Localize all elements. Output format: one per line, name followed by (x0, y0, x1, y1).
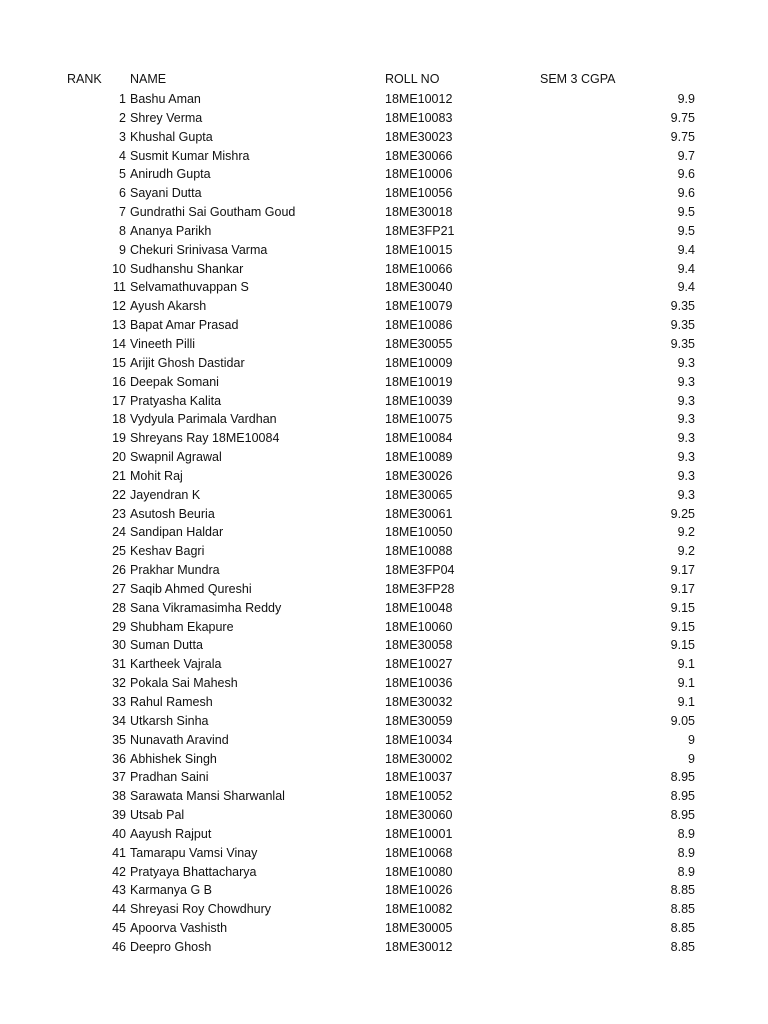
roll-no-cell: 18ME30005 (385, 921, 453, 936)
cgpa-cell: 9.2 (677, 544, 695, 559)
name-cell: Shreyasi Roy Chowdhury (130, 902, 272, 917)
cgpa-cell: 9.3 (677, 450, 695, 465)
table-row (0, 410, 768, 429)
roll-no-cell: 18ME30061 (385, 506, 453, 521)
cgpa-cell: 9.15 (670, 638, 695, 653)
cgpa-cell: 9.4 (677, 242, 695, 257)
roll-no-cell: 18ME30059 (385, 713, 453, 728)
roll-no-cell: 18ME10034 (385, 732, 453, 747)
table-row (0, 109, 768, 128)
name-cell: Aayush Rajput (130, 826, 212, 841)
name-cell: Vydyula Parimala Vardhan (130, 412, 277, 427)
cgpa-cell: 9.1 (677, 657, 695, 672)
roll-no-cell: 18ME10079 (385, 299, 453, 314)
rank-cell: 9 (119, 242, 126, 257)
table-row (0, 505, 768, 524)
rank-cell: 21 (112, 468, 126, 483)
roll-no-cell: 18ME10036 (385, 676, 453, 691)
name-cell: Prakhar Mundra (130, 563, 220, 578)
roll-no-cell: 18ME3FP21 (385, 223, 455, 238)
cgpa-cell: 9.7 (677, 148, 695, 163)
roll-no-cell: 18ME30066 (385, 148, 453, 163)
table-row (0, 919, 768, 938)
cgpa-cell: 9 (688, 732, 695, 747)
table-row (0, 580, 768, 599)
table-row (0, 618, 768, 637)
table-row (0, 844, 768, 863)
name-cell: Shrey Verma (130, 110, 203, 125)
name-cell: Pratyaya Bhattacharya (130, 864, 257, 879)
rank-cell: 36 (112, 751, 126, 766)
table-row (0, 90, 768, 109)
cgpa-cell: 8.85 (670, 902, 695, 917)
table-row (0, 938, 768, 957)
rank-cell: 1 (119, 92, 126, 106)
roll-no-cell: 18ME10048 (385, 600, 453, 615)
roll-no-cell: 18ME10039 (385, 393, 453, 408)
name-cell: Pratyasha Kalita (130, 393, 222, 408)
name-cell: Pokala Sai Mahesh (130, 676, 238, 691)
rank-cell: 45 (112, 921, 126, 936)
name-cell: Swapnil Agrawal (130, 450, 222, 465)
cgpa-cell: 9.3 (677, 412, 695, 427)
rank-cell: 35 (112, 732, 126, 747)
rank-cell: 30 (112, 638, 126, 653)
cgpa-cell: 8.9 (677, 845, 695, 860)
cgpa-cell: 8.85 (670, 883, 695, 898)
table-row (0, 278, 768, 297)
table-row (0, 203, 768, 222)
cgpa-cell: 9.6 (677, 167, 695, 182)
rank-cell: 7 (119, 205, 126, 220)
cgpa-cell: 9.9 (677, 92, 695, 106)
rank-cell: 25 (112, 544, 126, 559)
roll-no-cell: 18ME10082 (385, 902, 453, 917)
name-cell: Ayush Akarsh (130, 299, 207, 314)
rank-cell: 23 (112, 506, 126, 521)
rank-cell: 38 (112, 789, 126, 804)
rank-cell: 26 (112, 563, 126, 578)
roll-no-cell: 18ME10060 (385, 619, 453, 634)
name-cell: Abhishek Singh (130, 751, 217, 766)
cgpa-cell: 9.5 (677, 205, 695, 220)
cgpa-cell: 9.35 (670, 299, 695, 314)
rank-cell: 8 (119, 223, 126, 238)
name-cell: Shubham Ekapure (130, 619, 234, 634)
table-row (0, 636, 768, 655)
roll-no-cell: 18ME10056 (385, 186, 453, 201)
name-cell: Sana Vikramasimha Reddy (130, 600, 282, 615)
name-cell: Shreyans Ray 18ME10084 (130, 431, 280, 446)
rank-cell: 4 (119, 148, 126, 163)
table-row (0, 241, 768, 260)
rank-cell: 20 (112, 450, 126, 465)
rank-cell: 18 (112, 412, 126, 427)
name-cell: Tamarapu Vamsi Vinay (130, 845, 258, 860)
table-row (0, 128, 768, 147)
table-row (0, 599, 768, 618)
rank-cell: 44 (112, 902, 126, 917)
name-cell: Vineeth Pilli (130, 336, 196, 351)
name-cell: Nunavath Aravind (130, 732, 229, 747)
rank-cell: 22 (112, 487, 126, 502)
rank-cell: 37 (112, 770, 126, 785)
table-row (0, 731, 768, 750)
roll-no-cell: 18ME10037 (385, 770, 453, 785)
name-cell: Sandipan Haldar (130, 525, 224, 540)
rank-table-body (0, 90, 768, 957)
cgpa-cell: 9.6 (677, 186, 695, 201)
name-cell: Sarawata Mansi Sharwanlal (130, 789, 285, 804)
table-row (0, 561, 768, 580)
name-cell: Gundrathi Sai Goutham Goud (130, 205, 296, 220)
name-cell: Mohit Raj (130, 468, 183, 483)
table-row (0, 787, 768, 806)
table-row (0, 222, 768, 241)
cgpa-cell: 8.85 (670, 921, 695, 936)
roll-no-cell: 18ME10026 (385, 883, 453, 898)
cgpa-cell: 9.3 (677, 487, 695, 502)
table-row (0, 674, 768, 693)
table-row (0, 542, 768, 561)
name-cell: Keshav Bagri (130, 544, 205, 559)
roll-no-cell: 18ME30058 (385, 638, 453, 653)
header-roll-no: ROLL NO (385, 72, 440, 86)
cgpa-cell: 9.1 (677, 695, 695, 709)
name-cell: Apoorva Vashisth (130, 921, 228, 936)
rank-cell: 28 (112, 600, 126, 615)
name-cell: Ananya Parikh (130, 223, 212, 238)
rank-cell: 32 (112, 676, 126, 691)
roll-no-cell: 18ME10080 (385, 864, 453, 879)
cgpa-cell: 8.9 (677, 826, 695, 841)
table-row (0, 316, 768, 335)
table-row (0, 806, 768, 825)
cgpa-cell: 9.15 (670, 600, 695, 615)
cgpa-cell: 9.2 (677, 525, 695, 540)
rank-cell: 12 (112, 299, 126, 314)
name-cell: Chekuri Srinivasa Varma (130, 242, 268, 257)
name-cell: Khushal Gupta (130, 129, 213, 144)
cgpa-cell: 9.3 (677, 393, 695, 408)
header-sem3-cgpa: SEM 3 CGPA (540, 72, 616, 86)
roll-no-cell: 18ME10089 (385, 450, 453, 465)
cgpa-cell: 9.4 (677, 280, 695, 295)
roll-no-cell: 18ME3FP04 (385, 563, 455, 578)
name-cell: Sudhanshu Shankar (130, 261, 244, 276)
table-row (0, 335, 768, 354)
roll-no-cell: 18ME10006 (385, 167, 453, 182)
rank-cell: 6 (119, 186, 126, 201)
name-cell: Jayendran K (130, 487, 201, 502)
roll-no-cell: 18ME10052 (385, 789, 453, 804)
roll-no-cell: 18ME10075 (385, 412, 453, 427)
cgpa-cell: 9.4 (677, 261, 695, 276)
rank-cell: 43 (112, 883, 126, 898)
cgpa-cell: 9.75 (670, 129, 695, 144)
rank-cell: 10 (112, 261, 126, 276)
roll-no-cell: 18ME10066 (385, 261, 453, 276)
rank-cell: 29 (112, 619, 126, 634)
rank-cell: 31 (112, 657, 126, 672)
table-row (0, 260, 768, 279)
table-row (0, 523, 768, 542)
header-rank: RANK (67, 72, 102, 86)
rank-cell: 46 (112, 939, 126, 954)
roll-no-cell: 18ME30012 (385, 939, 453, 954)
cgpa-cell: 9.5 (677, 223, 695, 238)
roll-no-cell: 18ME10083 (385, 110, 453, 125)
roll-no-cell: 18ME10015 (385, 242, 453, 257)
roll-no-cell: 18ME30023 (385, 129, 453, 144)
roll-no-cell: 18ME30055 (385, 336, 453, 351)
name-cell: Susmit Kumar Mishra (130, 148, 250, 163)
name-cell: Sayani Dutta (130, 186, 202, 201)
roll-no-cell: 18ME10009 (385, 355, 453, 370)
name-cell: Pradhan Saini (130, 770, 209, 785)
rank-cell: 24 (112, 525, 126, 540)
table-row (0, 147, 768, 166)
name-cell: Utsab Pal (130, 808, 185, 823)
table-row (0, 750, 768, 769)
rank-cell: 14 (112, 336, 126, 351)
table-row (0, 467, 768, 486)
cgpa-cell: 9.3 (677, 374, 695, 389)
cgpa-cell: 9.3 (677, 431, 695, 446)
roll-no-cell: 18ME10086 (385, 318, 453, 333)
roll-no-cell: 18ME30018 (385, 205, 453, 220)
cgpa-cell: 8.95 (670, 770, 695, 785)
cgpa-cell: 9.05 (670, 713, 695, 728)
roll-no-cell: 18ME10050 (385, 525, 453, 540)
name-cell: Kartheek Vajrala (130, 657, 222, 672)
header-name: NAME (130, 72, 167, 86)
table-row (0, 448, 768, 467)
name-cell: Suman Dutta (130, 638, 203, 653)
cgpa-cell: 8.9 (677, 864, 695, 879)
rank-cell: 2 (119, 110, 126, 125)
cgpa-cell: 8.85 (670, 939, 695, 954)
name-cell: Arijit Ghosh Dastidar (130, 355, 245, 370)
cgpa-cell: 9.25 (670, 506, 695, 521)
roll-no-cell: 18ME10068 (385, 845, 453, 860)
table-row (0, 693, 768, 712)
table-row (0, 900, 768, 919)
table-row (0, 768, 768, 787)
roll-no-cell: 18ME3FP28 (385, 581, 455, 596)
cgpa-cell: 9.75 (670, 110, 695, 125)
roll-no-cell: 18ME10088 (385, 544, 453, 559)
cgpa-cell: 8.95 (670, 808, 695, 823)
cgpa-cell: 9 (688, 751, 695, 766)
rank-cell: 13 (112, 318, 126, 333)
name-cell: Asutosh Beuria (130, 506, 215, 521)
name-cell: Selvamathuvappan S (130, 280, 249, 295)
rank-cell: 27 (112, 581, 126, 596)
roll-no-cell: 18ME10019 (385, 374, 453, 389)
cgpa-cell: 9.35 (670, 318, 695, 333)
table-row (0, 486, 768, 505)
name-cell: Bapat Amar Prasad (130, 318, 239, 333)
rank-cell: 16 (112, 374, 126, 389)
rank-cell: 39 (112, 808, 126, 823)
name-cell: Deepro Ghosh (130, 939, 212, 954)
table-row (0, 881, 768, 900)
roll-no-cell: 18ME30026 (385, 468, 453, 483)
roll-no-cell: 18ME30060 (385, 808, 453, 823)
table-row (0, 863, 768, 882)
cgpa-cell: 9.15 (670, 619, 695, 634)
table-row (0, 825, 768, 844)
cgpa-cell: 9.3 (677, 468, 695, 483)
rank-cell: 41 (112, 845, 126, 860)
table-row (0, 655, 768, 674)
table-row (0, 297, 768, 316)
rank-cell: 40 (112, 826, 126, 841)
cgpa-cell: 9.17 (670, 581, 695, 596)
rank-cell: 42 (112, 864, 126, 879)
rank-cell: 19 (112, 431, 126, 446)
table-row (0, 373, 768, 392)
name-cell: Anirudh Gupta (130, 167, 211, 182)
name-cell: Deepak Somani (130, 374, 219, 389)
roll-no-cell: 18ME10012 (385, 92, 453, 106)
roll-no-cell: 18ME10027 (385, 657, 453, 672)
name-cell: Karmanya G B (130, 883, 212, 898)
table-row (0, 165, 768, 184)
name-cell: Bashu Aman (130, 92, 201, 106)
table-row (0, 392, 768, 411)
name-cell: Utkarsh Sinha (130, 713, 209, 728)
cgpa-cell: 8.95 (670, 789, 695, 804)
cgpa-cell: 9.35 (670, 336, 695, 351)
name-cell: Saqib Ahmed Qureshi (130, 581, 252, 596)
rank-cell: 5 (119, 167, 126, 182)
name-cell: Rahul Ramesh (130, 695, 213, 709)
roll-no-cell: 18ME30065 (385, 487, 453, 502)
table-row (0, 429, 768, 448)
rank-cell: 33 (112, 695, 126, 709)
rank-cell: 34 (112, 713, 126, 728)
rank-cell: 3 (119, 129, 126, 144)
rank-cell: 17 (112, 393, 126, 408)
roll-no-cell: 18ME10001 (385, 826, 453, 841)
cgpa-cell: 9.1 (677, 676, 695, 691)
cgpa-cell: 9.3 (677, 355, 695, 370)
roll-no-cell: 18ME30002 (385, 751, 453, 766)
roll-no-cell: 18ME30040 (385, 280, 453, 295)
rank-cell: 11 (113, 280, 126, 295)
rank-cell: 15 (112, 355, 126, 370)
roll-no-cell: 18ME10084 (385, 431, 453, 446)
roll-no-cell: 18ME30032 (385, 695, 453, 709)
table-row (0, 354, 768, 373)
table-row (0, 712, 768, 731)
cgpa-cell: 9.17 (670, 563, 695, 578)
table-row (0, 184, 768, 203)
